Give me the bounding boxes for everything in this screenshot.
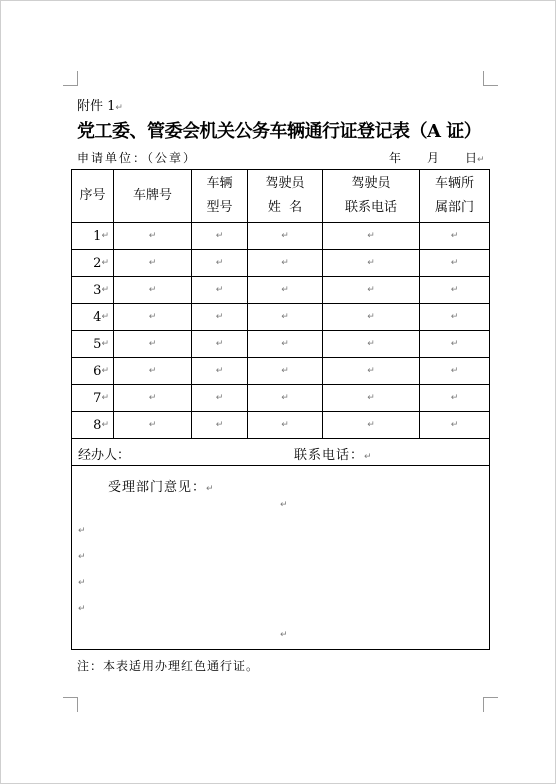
serial-number: 5 <box>93 336 102 352</box>
paragraph-mark: ↵ <box>367 258 375 268</box>
table-row <box>72 250 489 277</box>
serial-number: 2 <box>93 255 102 271</box>
table-cell[interactable] <box>420 250 489 276</box>
footnote: 注：本表适用办理红色通行证。 <box>77 659 260 673</box>
paragraph-mark: ↵ <box>281 285 289 295</box>
table-cell[interactable] <box>420 412 489 438</box>
serial-cell <box>72 385 114 411</box>
paragraph-mark: ↵ <box>148 312 157 322</box>
serial-cell <box>72 304 114 330</box>
table-cell[interactable] <box>323 277 420 303</box>
registration-table <box>71 169 490 650</box>
corner-mark-top-left <box>63 71 78 86</box>
table-cell[interactable] <box>248 250 323 276</box>
table-cell[interactable] <box>323 250 420 276</box>
table-cell[interactable] <box>192 385 248 411</box>
table-cell[interactable] <box>248 358 323 384</box>
paragraph-mark: ↵ <box>367 312 375 322</box>
paragraph-mark: ↵ <box>215 393 224 403</box>
table-cell[interactable] <box>248 223 323 249</box>
serial-number: 1 <box>93 228 102 244</box>
paragraph-mark: ↵ <box>281 312 289 322</box>
table-cell[interactable] <box>248 331 323 357</box>
table-row <box>72 223 489 250</box>
paragraph-mark: ↵ <box>78 578 86 588</box>
paragraph-mark: ↵ <box>148 393 157 403</box>
paragraph-mark: ↵ <box>281 258 289 268</box>
serial-cell <box>72 250 114 276</box>
table-row <box>72 304 489 331</box>
paragraph-mark: ↵ <box>101 258 109 268</box>
table-cell[interactable] <box>192 250 248 276</box>
paragraph-mark: ↵ <box>148 366 157 376</box>
corner-mark-top-right <box>483 71 498 86</box>
serial-cell <box>72 412 114 438</box>
paragraph-mark: ↵ <box>101 312 109 322</box>
paragraph-mark: ↵ <box>281 393 289 403</box>
paragraph-mark: ↵ <box>101 420 109 430</box>
paragraph-mark: ↵ <box>450 231 459 241</box>
table-cell[interactable] <box>114 250 192 276</box>
corner-mark-bottom-left <box>63 697 78 712</box>
paragraph-mark: ↵ <box>215 366 224 376</box>
paragraph-mark: ↵ <box>148 285 157 295</box>
table-cell[interactable] <box>114 223 192 249</box>
paragraph-mark: ↵ <box>367 366 375 376</box>
paragraph-mark: ↵ <box>215 231 224 241</box>
paragraph-mark: ↵ <box>367 393 375 403</box>
table-cell[interactable] <box>248 304 323 330</box>
serial-cell <box>72 223 114 249</box>
paragraph-mark: ↵ <box>450 366 459 376</box>
paragraph-mark: ↵ <box>450 285 459 295</box>
table-cell[interactable] <box>114 358 192 384</box>
paragraph-mark: ↵ <box>78 604 86 614</box>
table-cell[interactable] <box>323 223 420 249</box>
paragraph-mark: ↵ <box>450 258 459 268</box>
table-cell[interactable] <box>248 385 323 411</box>
paragraph-mark: ↵ <box>215 258 224 268</box>
table-row <box>72 331 489 358</box>
paragraph-mark: ↵ <box>148 231 157 241</box>
serial-cell <box>72 277 114 303</box>
paragraph-mark: ↵ <box>101 339 109 349</box>
paragraph-mark: ↵ <box>450 312 459 322</box>
serial-cell <box>72 358 114 384</box>
paragraph-mark: ↵ <box>148 258 157 268</box>
paragraph-mark: ↵ <box>280 630 288 640</box>
paragraph-mark: ↵ <box>281 366 289 376</box>
paragraph-mark: ↵ <box>101 366 109 376</box>
table-cell[interactable] <box>420 304 489 330</box>
table-cell[interactable] <box>114 277 192 303</box>
table-cell[interactable] <box>114 331 192 357</box>
attachment-label: 附件 1↵ <box>77 99 123 114</box>
paragraph-mark: ↵ <box>78 526 86 536</box>
header-driver-name: 驾驶员 姓 名 <box>248 170 323 222</box>
corner-mark-bottom-right <box>483 697 498 712</box>
table-row <box>72 385 489 412</box>
handler-label: 经办人： <box>78 448 131 463</box>
paragraph-mark: ↵ <box>367 285 375 295</box>
paragraph-mark: ↵ <box>215 420 224 430</box>
paragraph-mark: ↵ <box>215 285 224 295</box>
table-cell[interactable] <box>248 277 323 303</box>
paragraph-mark: ↵ <box>450 420 459 430</box>
paragraph-mark: ↵ <box>281 339 289 349</box>
table-cell[interactable] <box>323 331 420 357</box>
table-cell[interactable] <box>192 358 248 384</box>
table-cell[interactable] <box>192 331 248 357</box>
paragraph-mark: ↵ <box>281 231 289 241</box>
serial-number: 3 <box>93 282 102 298</box>
paragraph-mark: ↵ <box>78 552 86 562</box>
table-cell[interactable] <box>114 385 192 411</box>
table-cell[interactable] <box>420 277 489 303</box>
table-cell[interactable] <box>420 358 489 384</box>
serial-number: 8 <box>93 417 102 433</box>
document-title: 党工委、管委会机关公务车辆通行证登记表（A 证） <box>77 121 482 142</box>
paragraph-mark: ↵ <box>215 339 224 349</box>
paragraph-mark: ↵ <box>281 420 289 430</box>
table-cell[interactable] <box>192 412 248 438</box>
paragraph-mark: ↵ <box>215 312 224 322</box>
paragraph-mark: ↵ <box>450 393 459 403</box>
opinion-label: 受理部门意见：↵ <box>108 480 215 495</box>
table-cell[interactable] <box>192 223 248 249</box>
table-cell[interactable] <box>248 412 323 438</box>
paragraph-mark: ↵ <box>450 339 459 349</box>
serial-number: 6 <box>93 363 102 379</box>
serial-number: 7 <box>93 390 102 406</box>
serial-cell <box>72 331 114 357</box>
table-cell[interactable] <box>192 304 248 330</box>
paragraph-mark: ↵ <box>148 420 157 430</box>
header-serial: 序号 <box>72 170 114 222</box>
handler-row <box>72 439 489 466</box>
table-cell[interactable] <box>192 277 248 303</box>
header-vehicle-model: 车辆 型号 <box>192 170 248 222</box>
opinion-section[interactable] <box>72 466 489 649</box>
paragraph-mark: ↵ <box>101 393 109 403</box>
applicant-unit-label: 申请单位：（公章） <box>77 151 198 165</box>
table-cell[interactable] <box>323 304 420 330</box>
table-cell[interactable] <box>420 385 489 411</box>
table-row <box>72 358 489 385</box>
paragraph-mark: ↵ <box>367 339 375 349</box>
table-cell[interactable] <box>323 385 420 411</box>
table-cell[interactable] <box>323 358 420 384</box>
serial-number: 4 <box>93 309 102 325</box>
header-plate: 车牌号 <box>114 170 192 222</box>
phone-label: 联系电话：↵ <box>294 448 373 463</box>
table-cell[interactable] <box>420 331 489 357</box>
table-cell[interactable] <box>114 412 192 438</box>
paragraph-mark: ↵ <box>101 231 109 241</box>
table-cell[interactable] <box>323 412 420 438</box>
date-line: 年 月 日↵ <box>389 151 485 165</box>
header-department: 车辆所 属部门 <box>434 176 474 215</box>
table-row <box>72 277 489 304</box>
paragraph-mark: ↵ <box>280 500 288 510</box>
paragraph-mark: ↵ <box>367 420 375 430</box>
table-cell[interactable] <box>420 223 489 249</box>
paragraph-mark: ↵ <box>367 231 375 241</box>
header-driver-phone: 驾驶员 联系电话 <box>323 170 420 222</box>
paragraph-mark: ↵ <box>148 339 157 349</box>
table-header-row <box>72 170 489 223</box>
table-cell[interactable] <box>114 304 192 330</box>
paragraph-mark: ↵ <box>101 285 109 295</box>
table-row <box>72 412 489 439</box>
